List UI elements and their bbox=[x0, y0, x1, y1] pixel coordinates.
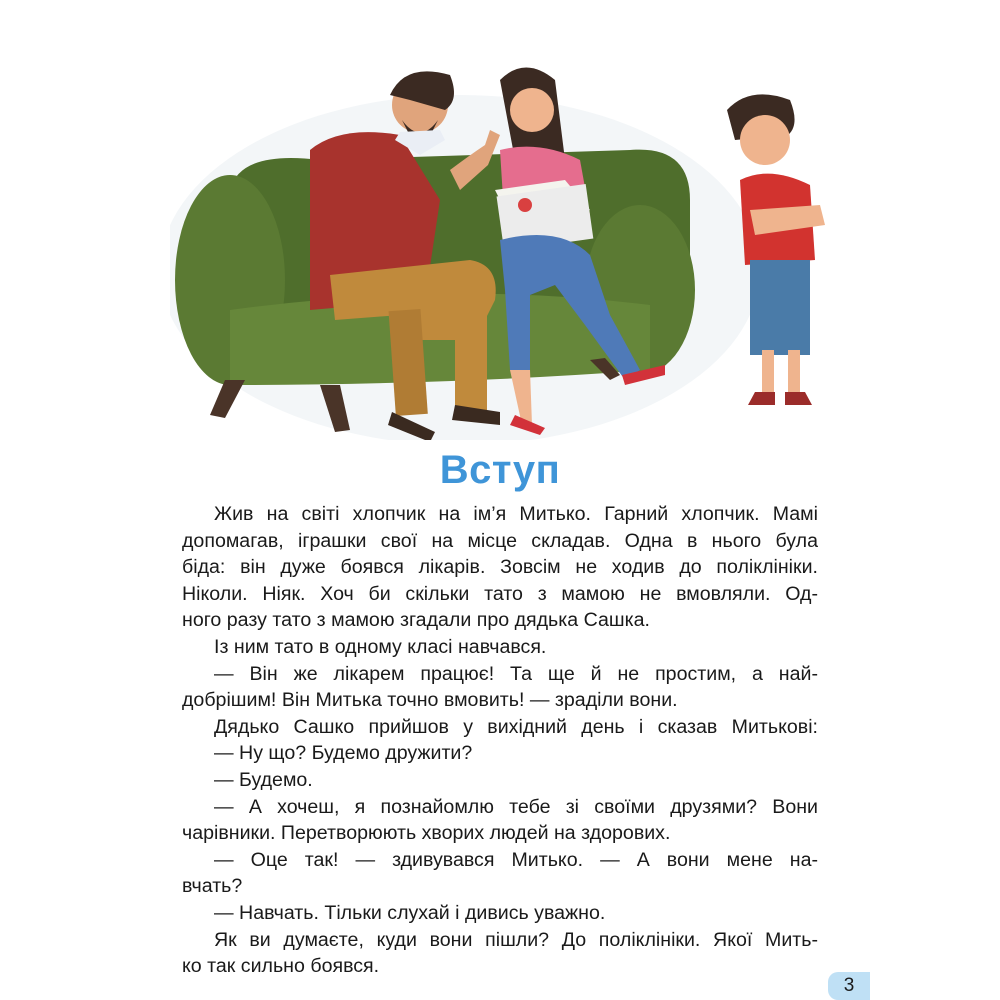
paragraph-line: біда: він дуже боявся лікарів. Зовсім не ходив до поліклініки. bbox=[182, 556, 818, 579]
paragraph-line: Із ним тато в одному класі навчався. bbox=[214, 635, 547, 658]
paragraph-line: Як ви думаєте, куди вони пішли? До поліклініки. Якої Мить- bbox=[214, 928, 818, 951]
paragraph-line: Жив на світі хлопчик на ім’я Митько. Гарний хлопчик. Мамі bbox=[214, 503, 818, 525]
paragraph-line: ного разу тато з мамою згадали про дядька Сашка. bbox=[182, 609, 650, 632]
paragraph-line: вчать? bbox=[182, 875, 243, 898]
paragraph-line: Ніколи. Ніяк. Хоч би скільки тато з мамою не вмовляли. Од- bbox=[182, 582, 818, 605]
paragraph-line: допомагав, іграшки свої на місце складав. Одна в нього була bbox=[182, 529, 818, 552]
illustration-family-on-sofa bbox=[170, 40, 850, 440]
paragraph-line: ко так сильно боявся. bbox=[182, 955, 380, 978]
paragraph-line: добрішим! Він Митька точно вмовить! — зраділи вони. bbox=[182, 689, 678, 712]
paragraph-line: — Навчать. Тільки слухай і дивись уважно. bbox=[214, 901, 606, 924]
paragraph-line: — Він же лікарем працює! Та ще й не простим, а най- bbox=[214, 662, 818, 685]
page-number: 3 bbox=[828, 972, 870, 1000]
chapter-title: Вступ bbox=[439, 448, 561, 492]
paragraph-line: — Оце так! — здивувався Митько. — А вони мене на- bbox=[214, 848, 818, 871]
story-text bbox=[182, 501, 818, 980]
paragraph-line: Дядько Сашко прийшов у вихідний день і сказав Митькові: bbox=[214, 715, 818, 738]
paragraph-line: — Будемо. bbox=[214, 768, 313, 791]
paragraph-line: — А хочеш, я познайомлю тебе зі своїми друзями? Вони bbox=[214, 795, 818, 818]
paragraph-line: — Ну що? Будемо дружити? bbox=[214, 742, 473, 765]
paragraph-line: чарівники. Перетворюють хворих людей на здорових. bbox=[182, 822, 671, 845]
